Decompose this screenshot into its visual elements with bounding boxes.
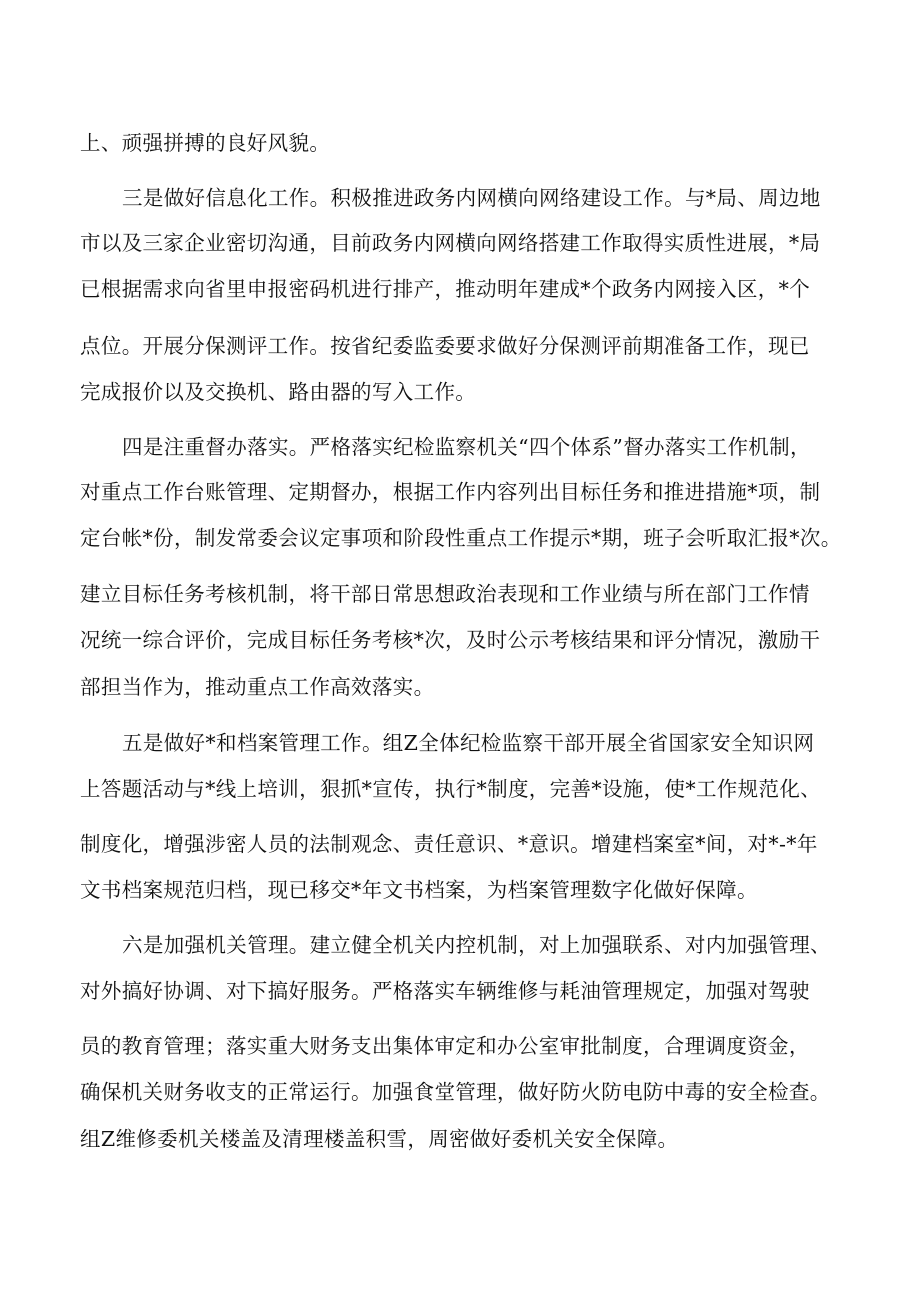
text-line: 四是注重督办落实。严格落实纪检监察机关“四个体系”督办落实工作机制， [122,435,811,459]
text-line: 三是做好信息化工作。积极推进政务内网横向网络建设工作。与*局、周边地 [122,186,821,210]
text-line: 组Z维修委机关楼盖及清理楼盖积雪，周密做好委机关安全保障。 [80,1127,679,1151]
text-line: 况统一综合评价，完成目标任务考核*次，及时公示考核结果和评分情况，激励干 [80,628,821,652]
text-line: 已根据需求向省里申报密码机进行排产，推动明年建成*个政务内网接入区，*个 [80,277,811,301]
text-line: 制度化，增强涉密人员的法制观念、责任意识、*意识。增建档案室*间，对*-*年 [80,832,818,856]
text-line: 市以及三家企业密切沟通，目前政务内网横向网络搭建工作取得实质性进展，*局 [80,231,821,255]
text-line: 上、顽强拼搏的良好风貌。 [80,131,331,155]
text-line: 六是加强机关管理。建立健全机关内控机制，对上加强联系、对内加强管理、 [122,933,831,957]
text-line: 完成报价以及交换机、路由器的写入工作。 [80,380,477,404]
text-line: 确保机关财务收支的正常运行。加强食堂管理，做好防火防电防中毒的安全检查。 [80,1080,831,1104]
text-line: 部担当作为，推动重点工作高效落实。 [80,675,435,699]
text-line: 点位。开展分保测评工作。按省纪委监委要求做好分保测评前期准备工作，现已 [80,334,810,358]
text-line: 对外搞好协调、对下搞好服务。严格落实车辆维修与耗油管理规定，加强对驾驶 [80,979,810,1003]
text-line: 对重点工作台账管理、定期督办，根据工作内容列出目标任务和推进措施*项，制 [80,480,821,504]
text-line: 五是做好*和档案管理工作。组Z全体纪检监察干部开展全省国家安全知识网 [122,731,815,755]
text-line: 文书档案规范归档，现已移交*年文书档案，为档案管理数字化做好保障。 [80,878,758,902]
text-line: 定台帐*份，制发常委会议定事项和阶段性重点工作提示*期，班子会听取汇报*次。 [80,526,842,550]
text-line: 员的教育管理；落实重大财务支出集体审定和办公室审批制度，合理调度资金， [80,1034,810,1058]
text-line: 建立目标任务考核机制，将干部日常思想政治表现和工作业绩与所在部门工作情 [80,582,810,606]
text-line: 上答题活动与*线上培训，狠抓*宣传，执行*制度，完善*设施，使*工作规范化、 [80,777,822,801]
